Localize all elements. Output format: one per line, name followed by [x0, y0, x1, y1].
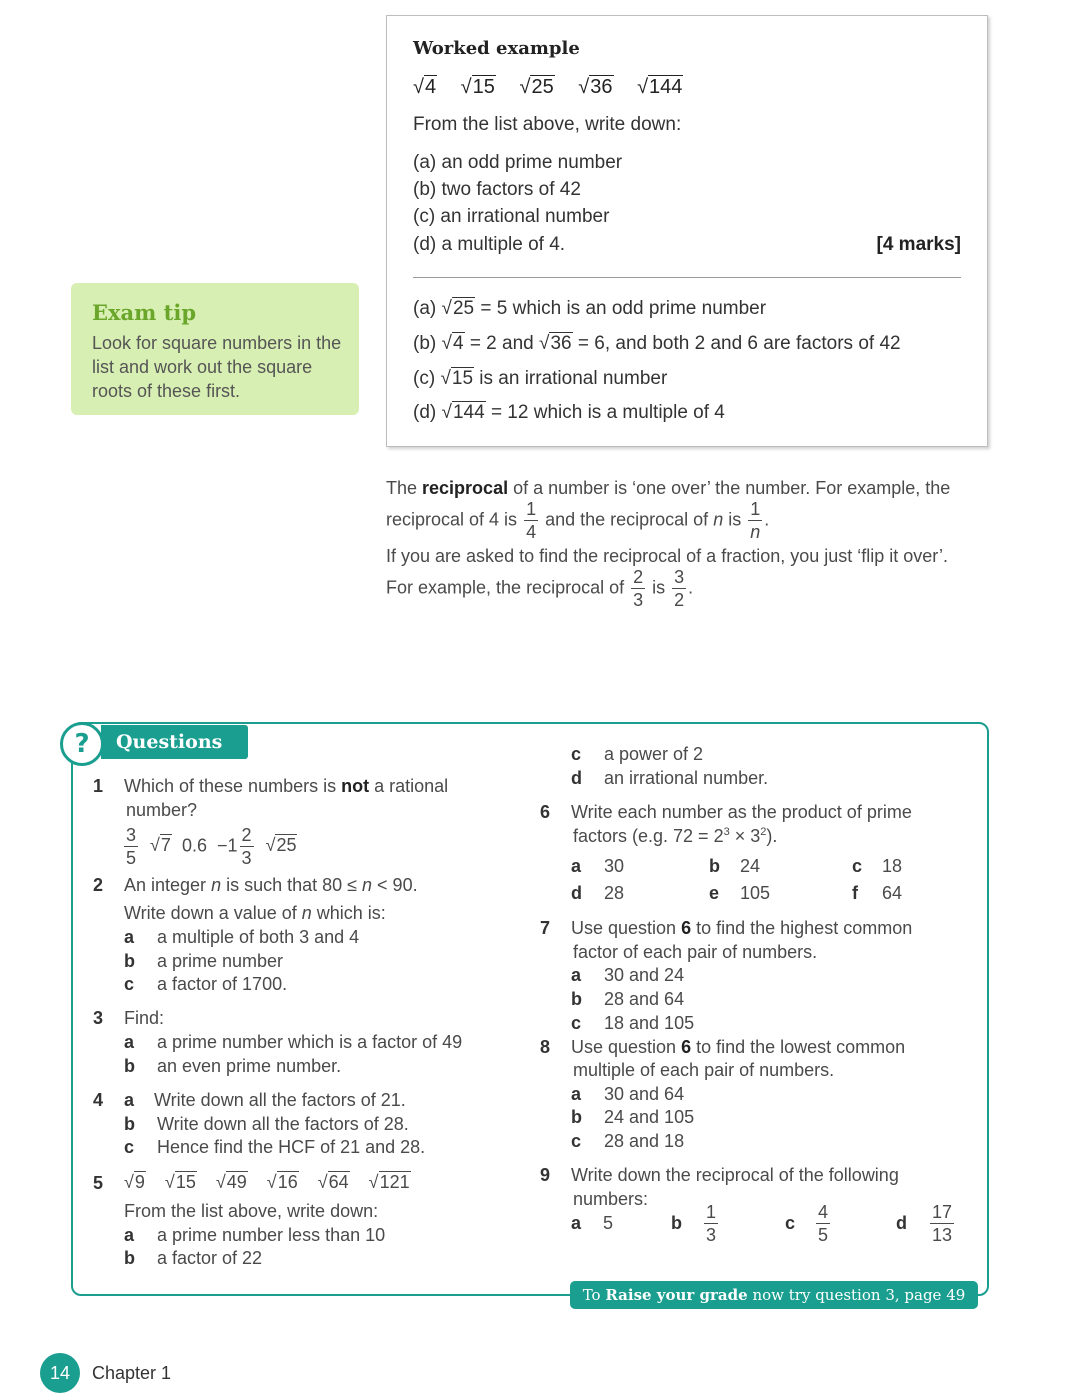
- root-item: √36: [578, 76, 613, 98]
- item-text: a multiple of both 3 and 4: [157, 927, 360, 947]
- item-label: d: [571, 768, 582, 788]
- item-text: 28: [604, 883, 625, 903]
- question-number: 3: [93, 1008, 104, 1028]
- item-text: Write down all the factors of 28.: [157, 1114, 409, 1134]
- item-label: d: [896, 1213, 907, 1233]
- item-label: c: [571, 1013, 582, 1033]
- item-label: c: [124, 1137, 135, 1157]
- item-label: b: [124, 1056, 135, 1076]
- item-text: a factor of 1700.: [157, 974, 288, 994]
- marks-label: [4 marks]: [876, 234, 961, 255]
- worked-example-instruction: From the list above, write down:: [413, 114, 682, 135]
- item-label: f: [852, 883, 858, 903]
- item-label: b: [571, 989, 582, 1009]
- item-text: a factor of 22: [157, 1248, 263, 1268]
- raise-grade-banner: To Raise your grade now try question 3, page 49: [570, 1281, 978, 1309]
- item-text: 105: [740, 883, 771, 903]
- exam-tip-body: Look for square numbers in the list and work out the square roots of these first.: [92, 333, 342, 401]
- item-label: c: [124, 974, 135, 994]
- item-text: a prime number: [157, 951, 284, 971]
- item-text: a prime number less than 10: [157, 1225, 386, 1245]
- worked-example-part: (c) an irrational number: [413, 206, 610, 227]
- item-label: b: [124, 951, 135, 971]
- q1-number-list: $\frac{3}{5}$ √7 0.6 −1 $\frac{2}{3}$ √25: [126, 825, 297, 868]
- question-number: 7: [540, 918, 551, 938]
- root-item: √4: [413, 76, 437, 98]
- question-number: 6: [540, 802, 551, 822]
- item-text: a power of 2: [604, 744, 704, 764]
- item-text: 64: [882, 883, 903, 903]
- reciprocal-line-3: If you are asked to find the reciprocal of a fraction, you just ‘flip it over’.: [386, 546, 948, 566]
- item-label: b: [124, 1114, 135, 1134]
- question-text: factors (e.g. $72 = 2^3 \times 3^2$).: [573, 826, 778, 846]
- item-text: Write down all the factors of 21.: [154, 1090, 406, 1110]
- question-text: Write down a value of n which is:: [124, 903, 386, 923]
- item-label: a: [124, 927, 135, 947]
- item-text: 30 and 64: [604, 1084, 685, 1104]
- worked-example-box: [386, 15, 988, 447]
- answer-c: (c) √15 is an irrational number: [413, 368, 668, 389]
- fraction: $\frac{1}{3}$: [706, 1202, 717, 1245]
- item-text: 30 and 24: [604, 965, 685, 985]
- question-text: Which of these numbers is not a rational: [124, 776, 449, 796]
- page-number: 14: [40, 1353, 80, 1393]
- item-label: a: [571, 1084, 582, 1104]
- item-text: 18 and 105: [604, 1013, 695, 1033]
- item-text: a prime number which is a factor of 49: [157, 1032, 463, 1052]
- answer-a: (a) √25 = 5 which is an odd prime number: [413, 298, 767, 319]
- question-text: Write down the reciprocal of the following: [571, 1165, 899, 1185]
- answer-b: (b) √4 = 2 and √36 = 6, and both 2 and 6 are factors of 42: [413, 333, 901, 354]
- fraction: $\frac{3}{2}$: [674, 567, 685, 610]
- item-label: b: [671, 1213, 682, 1233]
- item-text: 28 and 64: [604, 989, 685, 1009]
- item-label: a: [124, 1225, 135, 1245]
- question-number: 5: [93, 1173, 104, 1193]
- question-number: 4: [93, 1090, 104, 1110]
- chapter-label: Chapter 1: [92, 1363, 172, 1383]
- question-text: Find:: [124, 1008, 165, 1028]
- exam-tip-box: [71, 283, 359, 415]
- item-text: an even prime number.: [157, 1056, 342, 1076]
- fraction: $\frac{17}{13}$: [932, 1202, 953, 1245]
- fraction: $\frac{4}{5}$: [818, 1202, 829, 1245]
- question-number: 2: [93, 875, 104, 895]
- item-text: 5: [603, 1213, 614, 1233]
- question-mark-icon: ?: [60, 722, 104, 766]
- item-text: an irrational number.: [604, 768, 769, 788]
- item-text: 30: [604, 856, 625, 876]
- question-text: number?: [126, 800, 198, 820]
- worked-example-part: (b) two factors of 42: [413, 179, 581, 200]
- reciprocal-line-1: The reciprocal of a number is ‘one over’ the number. For example, the: [386, 478, 951, 498]
- item-text: 24: [740, 856, 761, 876]
- divider: [413, 277, 961, 278]
- item-label: a: [124, 1032, 135, 1052]
- item-label: c: [571, 744, 582, 764]
- item-label: c: [852, 856, 863, 876]
- question-number: 9: [540, 1165, 551, 1185]
- exam-tip-heading: Exam tip: [92, 300, 197, 325]
- item-label: d: [571, 883, 582, 903]
- question-number: 8: [540, 1037, 551, 1057]
- question-text: Use question 6 to find the highest common: [571, 918, 913, 938]
- fraction: $\frac{1}{n}$: [750, 499, 761, 542]
- item-text: 24 and 105: [604, 1107, 695, 1127]
- questions-header: Questions: [101, 725, 248, 759]
- item-label: b: [124, 1248, 135, 1268]
- root-item: √15: [460, 76, 495, 98]
- answer-d: (d) √144 = 12 which is a multiple of 4: [413, 402, 725, 423]
- reciprocal-line-2: reciprocal of 4 is $\frac{1}{4}$ and the reciprocal of n is $\frac{1}{n}$ .: [386, 499, 770, 542]
- item-label: a: [124, 1090, 135, 1110]
- root-item: √144: [637, 76, 683, 98]
- question-text: An integer n is such that 80 ≤ n < 90.: [124, 875, 418, 895]
- reciprocal-line-4: For example, the reciprocal of $\frac{2}{3}$ is $\frac{3}{2}$ .: [386, 567, 694, 610]
- item-label: c: [785, 1213, 796, 1233]
- question-number: 1: [93, 776, 104, 796]
- root-item: √25: [519, 76, 554, 98]
- question-text: Write each number as the product of prime: [571, 802, 912, 822]
- item-label: b: [709, 856, 720, 876]
- item-label: e: [709, 883, 720, 903]
- worked-example-root-list: [413, 76, 701, 99]
- item-text: 28 and 18: [604, 1131, 685, 1151]
- question-text: From the list above, write down:: [124, 1201, 379, 1221]
- item-text: 18: [882, 856, 903, 876]
- question-text: numbers:: [573, 1189, 649, 1209]
- worked-example-part: (a) an odd prime number: [413, 152, 623, 173]
- question-text: factor of each pair of numbers.: [573, 942, 818, 962]
- worked-example-part: (d) a multiple of 4.: [413, 234, 566, 255]
- item-label: a: [571, 965, 582, 985]
- question-text: Use question 6 to find the lowest common: [571, 1037, 906, 1057]
- item-text: Hence find the HCF of 21 and 28.: [157, 1137, 426, 1157]
- item-label: c: [571, 1131, 582, 1151]
- fraction: $\frac{1}{4}$: [526, 499, 537, 542]
- question-text: multiple of each pair of numbers.: [573, 1060, 835, 1080]
- worked-example-title: Worked example: [413, 38, 580, 59]
- q5-root-list: √9 √15 √49 √16 √64 √121: [124, 1172, 410, 1192]
- fraction: $\frac{2}{3}$: [633, 567, 644, 610]
- item-label: a: [571, 1213, 582, 1233]
- item-label: b: [571, 1107, 582, 1127]
- item-label: a: [571, 856, 582, 876]
